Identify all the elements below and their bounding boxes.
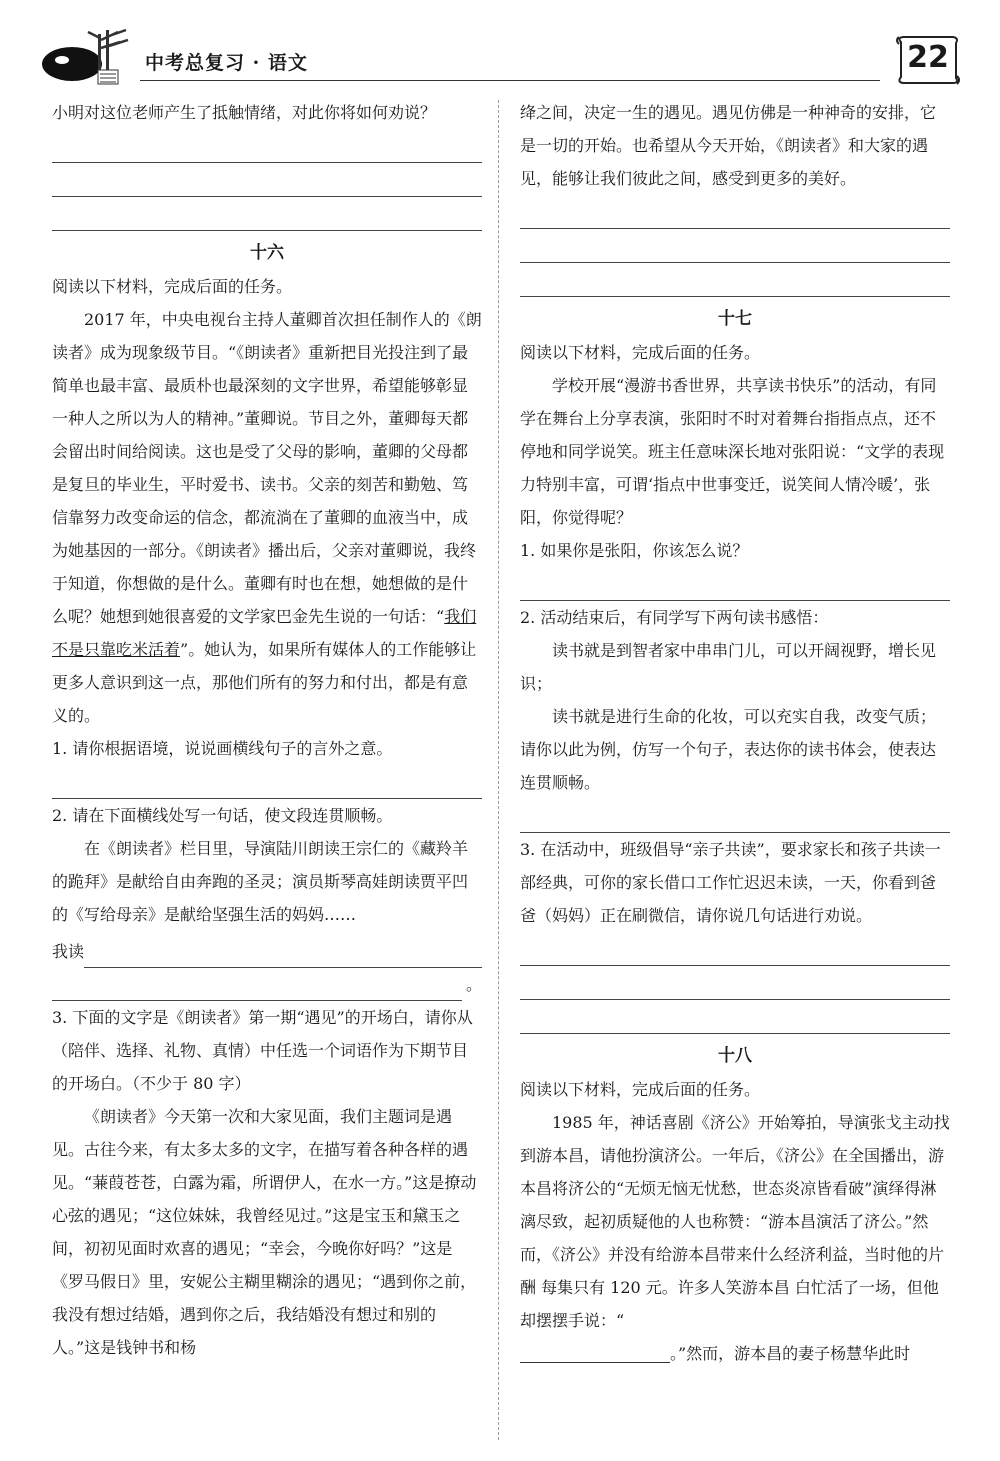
passage-text: 2017 年，中央电视台主持人董卿首次担任制作人的《朗读者》成为现象级节目。“《朗读者》重新把目光投注到了最简单也最丰富、最质朴也最深刻的文字世界，希望能够彰显一种人之所以为人的精神。”董卿说。节目之外，董卿每天都会留出时间给阅读。这也是受了父母的影响，董卿的父母都是复旦的毕业生，平时爱书、读书。父亲的刻苦和勤勉、笃信靠努力改变命运的信念，都流淌在了董卿的血液当中，成为她基因的一部分。《朗读者》播出后，父亲对董卿说，我终于知道，你想做的是什么。董卿有时也在想，她想做的是什么呢？她想到她很喜爱的文学家巴金先生说的一句话：“ — [52, 310, 482, 626]
example-sentence: 读书就是进行生命的化妆，可以充实自我，改变气质； — [552, 707, 937, 726]
answer-line[interactable] — [520, 932, 950, 966]
book-title: 中考总复习 · 语文 — [145, 52, 308, 74]
section-instruction: 阅读以下材料，完成后面的任务。 — [52, 277, 293, 296]
answer-line[interactable] — [52, 765, 482, 799]
reading-passage: 学校开展“漫游书香世界，共享读书快乐”的活动，有同学在舞台上分享表演，张阳时不时对着舞台指指点点，还不停地和同学说笑。班主任意味深长地对张阳说：“文学的表现力特别丰富，可谓‘指点中世事变迁，说笑间人情冷暖’，张阳，你觉得呢？ — [520, 376, 945, 527]
previous-question-tail: 小明对这位老师产生了抵触情绪，对此你将如何劝说？ — [52, 103, 437, 122]
page-number-badge — [893, 34, 963, 86]
right-column — [520, 92, 950, 1370]
fill-in-row — [52, 968, 482, 1001]
answer-line[interactable] — [52, 129, 482, 163]
bamboo-logo-icon — [40, 28, 140, 88]
section-heading-16: 十六 — [250, 243, 284, 263]
column-divider — [498, 100, 499, 1440]
answer-line[interactable] — [520, 966, 950, 1000]
question-2: 2. 活动结束后，有同学写下两句读书感悟： — [520, 608, 829, 627]
answer-line[interactable] — [520, 229, 950, 263]
left-column — [52, 92, 482, 1364]
answer-line[interactable] — [520, 1000, 950, 1034]
question-1: 1. 如果你是张阳，你该怎么说？ — [520, 541, 749, 560]
fill-in-blank[interactable] — [84, 941, 482, 968]
question-2-task: 请你以此为例，仿写一个句子，表达你的读书体会，使表达连贯顺畅。 — [520, 740, 937, 792]
question-2: 2. 请在下面横线处写一句话，使文段连贯顺畅。 — [52, 806, 393, 825]
passage-text: 。”然而，游本昌的妻子杨慧华此时 — [670, 1344, 911, 1363]
answer-line[interactable] — [52, 197, 482, 231]
page-header — [0, 0, 1000, 90]
section-instruction: 阅读以下材料，完成后面的任务。 — [520, 343, 761, 362]
section-heading-17: 十七 — [718, 309, 752, 329]
reading-passage — [52, 303, 482, 732]
fill-label: 我读 — [52, 942, 85, 961]
fill-in-row — [52, 935, 482, 968]
section-instruction: 阅读以下材料，完成后面的任务。 — [520, 1080, 761, 1099]
header-rule — [140, 80, 880, 81]
answer-line[interactable] — [52, 163, 482, 197]
question-2-text: 在《朗读者》栏目里，导演陆川朗读王宗仁的《藏羚羊的跪拜》是献给自由奔跑的圣灵；演员斯琴高娃朗读贾平凹的《写给母亲》是献给坚强生活的妈妈…… — [52, 839, 469, 924]
question-1: 1. 请你根据语境，说说画横线句子的言外之意。 — [52, 739, 393, 758]
reading-passage: 1985 年，神话喜剧《济公》开始筹拍，导演张戈主动找到游本昌，请他扮演济公。一年后，《济公》在全国播出，游本昌将济公的“无烦无恼无忧愁，世态炎凉皆看破”演绎得淋漓尽致，起初质疑他的人也称赞：“游本昌演活了济公。”然而，《济公》并没有给游本昌带来什么经济利益，当时他的片酬 每集只有 120 元。许多人笑游本昌 白忙活了一场，但他却摆摆手说：“ — [520, 1113, 950, 1330]
underlined-sentence: 我们不是只靠吃米活着 — [52, 607, 477, 659]
page-number: 22 — [907, 40, 949, 75]
fill-in-blank[interactable] — [52, 974, 462, 1001]
answer-line[interactable] — [520, 263, 950, 297]
example-sentence: 读书就是到智者家中串串门儿，可以开阔视野，增长见识； — [520, 641, 937, 693]
answer-line[interactable] — [520, 799, 950, 833]
fill-in-blank[interactable] — [520, 1342, 670, 1363]
question-3-text-continued: 绛之间，决定一生的遇见。遇见仿佛是一种神奇的安排，它是一切的开始。也希望从今天开始，《朗读者》和大家的遇见，能够让我们彼此之间，感受到更多的美好。 — [520, 103, 937, 188]
question-3: 3. 在活动中，班级倡导“亲子共读”，要求家长和孩子共读一部经典，可你的家长借口工作忙迟迟未读，一天，你看到爸爸（妈妈）正在刷微信，请你说几句话进行劝说。 — [520, 840, 941, 925]
question-3: 3. 下面的文字是《朗读者》第一期“遇见”的开场白，请你从（陪伴、选择、礼物、真情）中任选一个词语作为下期节目的开场白。（不少于 80 字） — [52, 1008, 473, 1093]
passage-continuation — [520, 1337, 950, 1370]
answer-line[interactable] — [520, 195, 950, 229]
fill-end-mark: 。 — [465, 975, 482, 994]
answer-line[interactable] — [520, 567, 950, 601]
passage-text: ”。她认为，如果所有媒体人的工作能够让更多人意识到这一点，那他们所有的努力和付出，都是有意义的。 — [52, 640, 477, 725]
question-3-text: 《朗读者》今天第一次和大家见面，我们主题词是遇见。古往今来，有太多太多的文字，在描写着各种各样的遇见。“蒹葭苍苍，白露为霜，所谓伊人，在水一方。”这是撩动心弦的遇见；“这位妹妹，我曾经见过。”这是宝玉和黛玉之间，初初见面时欢喜的遇见；“幸会，今晚你好吗？”这是《罗马假日》里，安妮公主糊里糊涂的遇见；“遇到你之前，我没有想过结婚，遇到你之后，我结婚没有想过和别的人。”这是钱钟书和杨 — [52, 1107, 477, 1357]
section-heading-18: 十八 — [718, 1046, 752, 1066]
